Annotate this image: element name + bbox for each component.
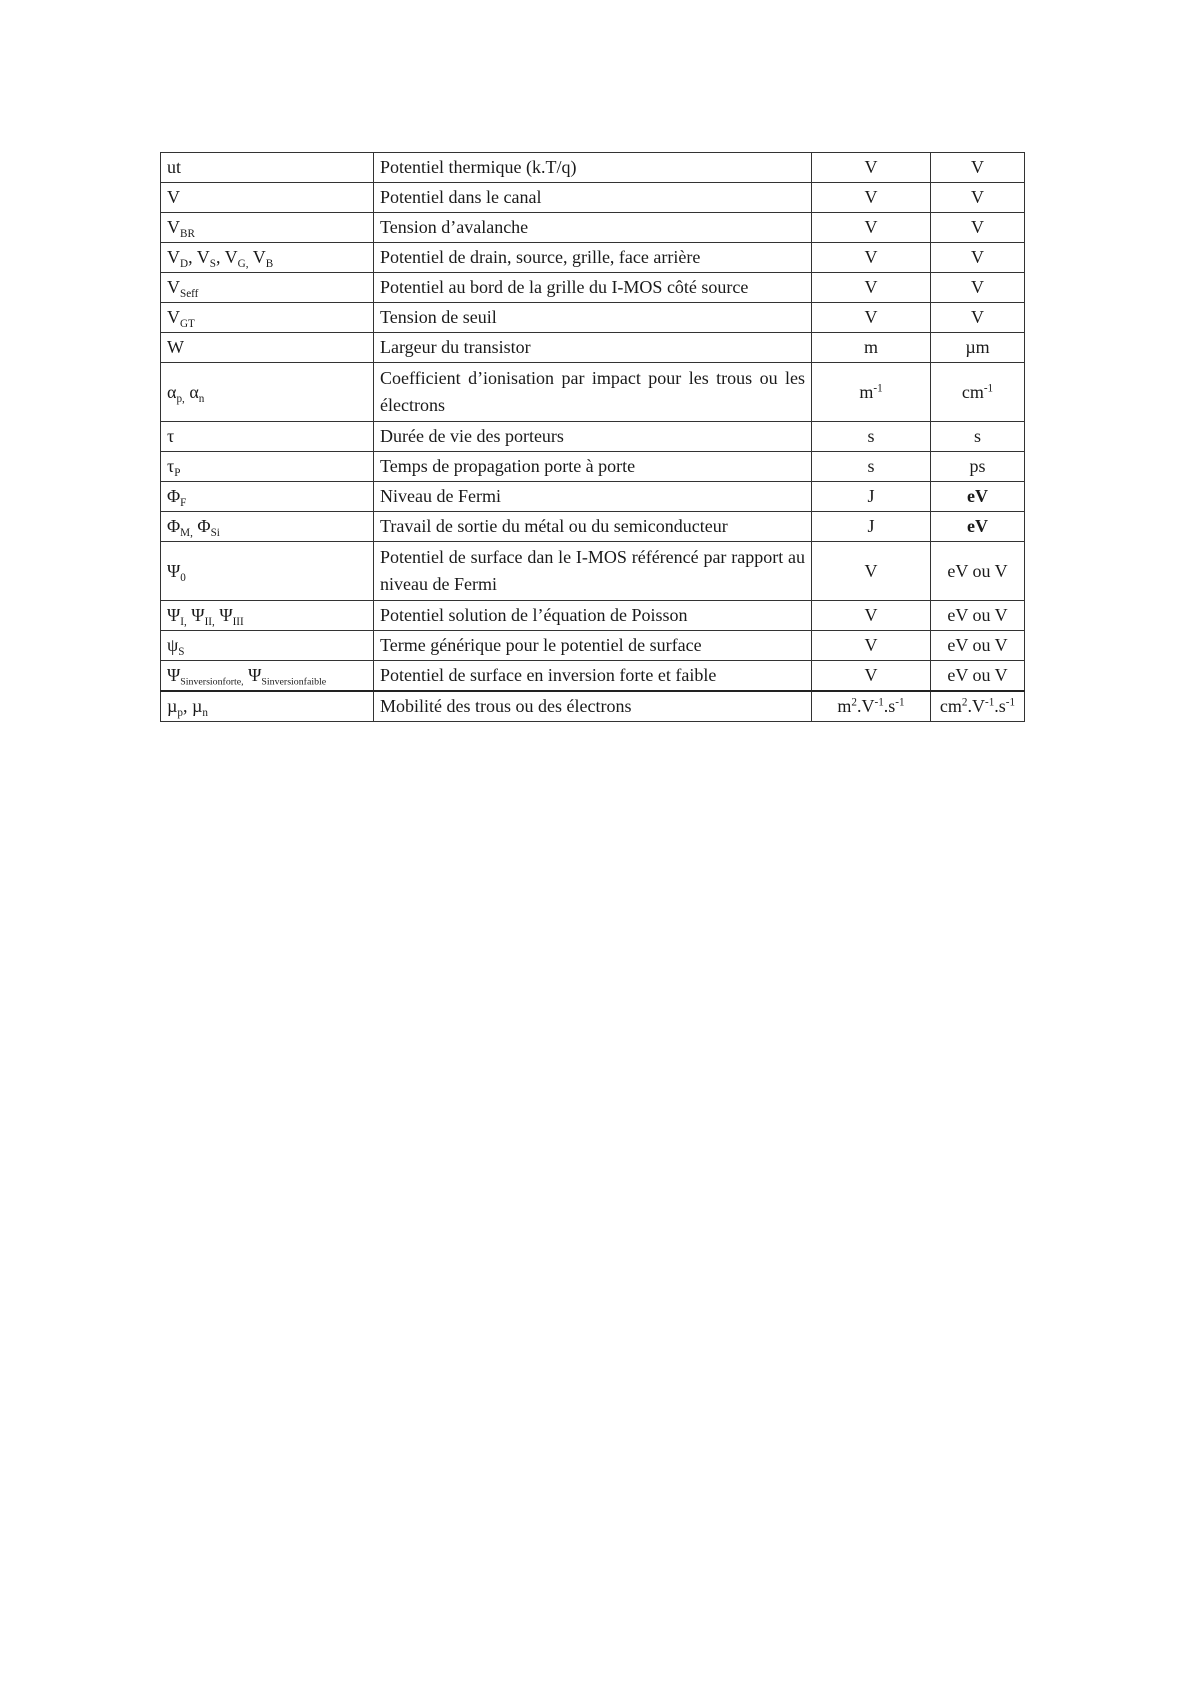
text-segment: V [864, 157, 878, 177]
text-segment: p [177, 706, 183, 719]
text-segment: s [867, 426, 875, 446]
si-unit-cell [812, 183, 931, 213]
text-segment: Φ [167, 516, 181, 536]
text-segment: V [864, 665, 878, 685]
si-unit-cell [812, 661, 931, 692]
table-row [161, 153, 1025, 183]
text-segment: V [167, 187, 180, 207]
text-segment: 2 [961, 696, 968, 709]
table-row [161, 542, 1025, 601]
usual-unit-cell [931, 542, 1025, 601]
description-cell: Potentiel de drain, source, grille, face arrière [374, 243, 812, 273]
text-segment: τ [167, 426, 175, 446]
usual-unit-cell [931, 601, 1025, 631]
symbol-cell [161, 482, 374, 512]
text-segment: α [184, 381, 199, 402]
symbol-cell [161, 213, 374, 243]
text-segment: Seff [180, 287, 199, 300]
text-segment: Φ [167, 486, 181, 506]
text-segment: -1 [873, 381, 883, 394]
si-unit-cell [812, 213, 931, 243]
table-row [161, 183, 1025, 213]
text-segment: Φ [192, 516, 211, 536]
si-unit-cell [812, 363, 931, 422]
text-segment: B [265, 257, 274, 270]
si-unit-cell [812, 691, 931, 722]
text-segment: V [167, 307, 180, 327]
table-row [161, 691, 1025, 722]
symbol-cell [161, 363, 374, 422]
text-segment: BR [180, 227, 195, 240]
text-segment: .V [967, 696, 985, 716]
text-segment: V [864, 217, 878, 237]
text-segment: α [167, 381, 177, 402]
si-unit-cell [812, 512, 931, 542]
text-segment: G, [237, 257, 249, 270]
si-unit-cell [812, 542, 931, 601]
description-cell: Niveau de Fermi [374, 482, 812, 512]
table-row [161, 422, 1025, 452]
symbol-cell [161, 691, 374, 722]
symbol-cell [161, 273, 374, 303]
text-segment: -1 [895, 696, 905, 709]
text-segment: V [864, 277, 878, 297]
text-segment: Ψ [214, 605, 233, 625]
symbol-cell [161, 153, 374, 183]
si-unit-cell [812, 153, 931, 183]
text-segment: V [971, 247, 984, 267]
table-row [161, 482, 1025, 512]
text-segment: eV ou V [947, 560, 1008, 581]
text-segment: Ψ [167, 605, 181, 625]
description-cell: Tension d’avalanche [374, 213, 812, 243]
text-segment: -1 [1005, 696, 1016, 709]
description-cell: Temps de propagation porte à porte [374, 452, 812, 482]
text-segment: V [864, 247, 878, 267]
text-segment: 2 [851, 696, 857, 709]
si-unit-cell [812, 422, 931, 452]
text-segment: s [973, 426, 981, 446]
description-cell: Potentiel solution de l’équation de Poisson [374, 601, 812, 631]
si-unit-cell [812, 631, 931, 661]
table-row [161, 273, 1025, 303]
usual-unit-cell [931, 243, 1025, 273]
si-unit-cell [812, 243, 931, 273]
description-cell: Travail de sortie du métal ou du semiconducteur [374, 512, 812, 542]
text-segment: τ [167, 456, 175, 476]
usual-unit-cell [931, 273, 1025, 303]
description-cell: Potentiel de surface en inversion forte et faible [374, 661, 812, 692]
table-row [161, 363, 1025, 422]
table-row [161, 333, 1025, 363]
text-segment: II, [204, 615, 215, 628]
symbol-cell [161, 631, 374, 661]
text-segment: V [167, 217, 180, 237]
table-row [161, 631, 1025, 661]
text-segment: .s [994, 696, 1006, 716]
si-unit-cell [812, 452, 931, 482]
symbol-cell [161, 243, 374, 273]
text-segment: m [863, 337, 878, 357]
symbols-table-body [161, 153, 1025, 722]
table-row [161, 601, 1025, 631]
usual-unit-cell [931, 482, 1025, 512]
description-cell: Potentiel de surface dan le I-MOS référencé par rapport au niveau de Fermi [374, 542, 812, 601]
text-segment: P [174, 466, 181, 479]
description-cell: Durée de vie des porteurs [374, 422, 812, 452]
text-segment: Sinversionforte, [180, 676, 244, 688]
symbol-cell [161, 601, 374, 631]
text-segment: V [864, 307, 878, 327]
text-segment: V [971, 277, 984, 297]
text-segment: V [864, 560, 878, 581]
usual-unit-cell [931, 213, 1025, 243]
text-segment: eV [967, 516, 988, 536]
table-row [161, 303, 1025, 333]
table-row [161, 661, 1025, 692]
usual-unit-cell [931, 333, 1025, 363]
text-segment: V [971, 157, 984, 177]
description-cell: Largeur du transistor [374, 333, 812, 363]
table-row [161, 243, 1025, 273]
text-segment: V [864, 605, 878, 625]
text-segment: Si [210, 526, 220, 539]
si-unit-cell [812, 303, 931, 333]
description-cell: Tension de seuil [374, 303, 812, 333]
symbol-cell [161, 512, 374, 542]
text-segment: cm [939, 696, 962, 716]
text-segment: eV [967, 486, 988, 506]
text-segment: ps [969, 456, 986, 476]
text-segment: , µ [182, 696, 203, 716]
text-segment: µm [965, 337, 990, 357]
text-segment: F [180, 496, 187, 509]
si-unit-cell [812, 273, 931, 303]
usual-unit-cell [931, 452, 1025, 482]
description-cell: Coefficient d’ionisation par impact pour les trous ou les électrons [374, 363, 812, 422]
text-segment: III [232, 615, 244, 628]
text-segment: eV ou V [947, 635, 1008, 655]
text-segment: S [209, 257, 216, 270]
symbol-cell [161, 183, 374, 213]
si-unit-cell [812, 482, 931, 512]
table-row [161, 213, 1025, 243]
text-segment: m [837, 696, 852, 716]
text-segment: p, [176, 392, 185, 405]
text-segment: Ψ [186, 605, 205, 625]
usual-unit-cell [931, 512, 1025, 542]
text-segment: Ψ [167, 560, 181, 581]
symbol-cell [161, 661, 374, 692]
text-segment: Ψ [167, 665, 181, 685]
text-segment: n [202, 706, 208, 719]
text-segment: , V [188, 247, 210, 267]
text-segment: Sinversionfaible [261, 676, 327, 688]
text-segment: J [867, 486, 875, 506]
usual-unit-cell [931, 363, 1025, 422]
usual-unit-cell [931, 153, 1025, 183]
text-segment: V [864, 187, 878, 207]
table-row [161, 512, 1025, 542]
symbol-cell [161, 303, 374, 333]
text-segment: V [971, 187, 984, 207]
symbols-table [160, 152, 1025, 722]
symbol-cell [161, 333, 374, 363]
text-segment: V [971, 307, 984, 327]
description-cell: Potentiel dans le canal [374, 183, 812, 213]
usual-unit-cell [931, 631, 1025, 661]
text-segment: S [178, 645, 185, 658]
text-segment: D [180, 257, 189, 270]
usual-unit-cell [931, 303, 1025, 333]
table-row [161, 452, 1025, 482]
usual-unit-cell [931, 661, 1025, 692]
text-segment: , V [215, 247, 238, 267]
usual-unit-cell [931, 422, 1025, 452]
text-segment: V [864, 635, 878, 655]
usual-unit-cell [931, 183, 1025, 213]
text-segment: W [167, 337, 184, 357]
text-segment: ut [167, 157, 182, 177]
symbol-cell [161, 422, 374, 452]
usual-unit-cell [931, 691, 1025, 722]
text-segment: V [971, 217, 984, 237]
text-segment: M, [180, 526, 193, 539]
text-segment: I, [180, 615, 187, 628]
text-segment: -1 [983, 381, 994, 394]
description-cell: Terme générique pour le potentiel de surface [374, 631, 812, 661]
text-segment: .s [883, 696, 896, 716]
text-segment: V [167, 247, 180, 267]
text-segment: .V [856, 696, 875, 716]
text-segment: ψ [167, 635, 179, 655]
description-cell: Potentiel au bord de la grille du I-MOS côté source [374, 273, 812, 303]
text-segment: V [248, 247, 266, 267]
text-segment: s [867, 456, 875, 476]
text-segment: J [867, 516, 875, 536]
si-unit-cell [812, 333, 931, 363]
description-cell: Mobilité des trous ou des électrons [374, 691, 812, 722]
text-segment: eV ou V [947, 605, 1008, 625]
text-segment: µ [167, 696, 178, 716]
text-segment: V [167, 277, 180, 297]
text-segment: GT [180, 317, 195, 330]
text-segment: cm [961, 381, 984, 402]
text-segment: Ψ [243, 665, 262, 685]
symbol-cell [161, 452, 374, 482]
symbol-cell [161, 542, 374, 601]
text-segment: -1 [874, 696, 884, 709]
text-segment: 0 [180, 571, 186, 584]
text-segment: eV ou V [947, 665, 1008, 685]
text-segment: m [859, 381, 874, 402]
text-segment: n [198, 392, 205, 405]
text-segment: -1 [984, 696, 995, 709]
si-unit-cell [812, 601, 931, 631]
description-cell: Potentiel thermique (k.T/q) [374, 153, 812, 183]
